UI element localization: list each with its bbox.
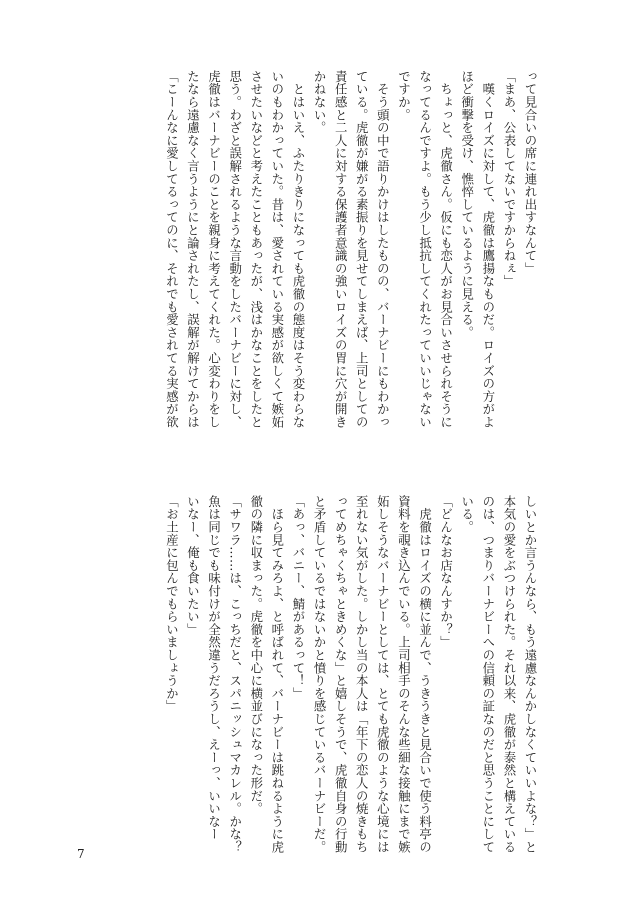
text-line: 思う。わざと誤解されるような言動をしたバーナビーに対し、 bbox=[227, 70, 243, 429]
upper-text-block bbox=[161, 70, 541, 429]
text-line: 本気の愛をぶつけられた。それ以来、虎徹が泰然と構えている bbox=[501, 495, 517, 854]
text-line: 魚は同じでも味付けが全然違うだろうし、えーっ、いいなー bbox=[206, 495, 222, 841]
text-line: 至れない気がした。しかし当の本人は「年下の恋人の焼きもち bbox=[354, 495, 370, 854]
text-line: 徹の隣に収まった。虎徹を中心に横並びになった形だ。 bbox=[248, 495, 264, 815]
text-line: いる。 bbox=[459, 495, 475, 534]
text-line: とはいえ、ふたりきりになっても虎徹の態度はそう変わらな bbox=[290, 70, 306, 429]
text-line: って見合いの席に連れ出すなんて」 bbox=[523, 70, 538, 275]
text-line: そう頭の中で語りかけはしたものの、バーナビーにもわかっ bbox=[375, 70, 391, 429]
text-line: いのもわかっていた。昔は、愛されている実感が欲しくて嫉妬 bbox=[269, 70, 285, 429]
lower-text-block bbox=[161, 495, 541, 854]
text-line: のは、つまりバーナビーへの信頼の証なのだと思うことにして bbox=[480, 495, 496, 854]
text-line: 虎徹はロイズの横に並んで、うきうきと見合いで使う料亭の bbox=[417, 495, 433, 854]
text-line: ってめちゃくちゃときめくな」と嬉しそうで、虎徹自身の行動 bbox=[333, 495, 349, 854]
text-line: 「こーんなに愛してるってのに、それでも愛されてる実感が欲 bbox=[164, 70, 180, 429]
text-line: いなー、俺も食いたい」 bbox=[185, 495, 201, 636]
text-line: ほら見てみろよ、と呼ばれて、バーナビーは跳ねるように虎 bbox=[269, 495, 285, 854]
text-line: 責任感と二人に対する保護者意識の強いロイズの胃に穴が開き bbox=[333, 70, 349, 429]
text-line: 虎徹はバーナビーのことを親身に考えてくれた。心変わりをし bbox=[206, 70, 222, 429]
text-line: ちょっと、虎徹さん。仮にも恋人がお見合いさせられそうに bbox=[438, 70, 454, 429]
text-line: 「まあ、公表してないですからねぇ」 bbox=[501, 70, 517, 288]
text-line: 「サワラ……は、こっちだと、スパニッシュマカレル。かな？ bbox=[227, 495, 243, 854]
text-line: 「あっ、バニー、鯖があるって！」 bbox=[290, 495, 306, 700]
text-line: ですか。 bbox=[396, 70, 412, 122]
text-line: 資料を覗き込んでいる。上司相手のそんな些細な接触にまで嫉 bbox=[396, 495, 412, 854]
text-line: ている。虎徹が嫌がる素振りを見せてしまえば、上司としての bbox=[354, 70, 370, 429]
text-line: しいとか言うんなら、もう遠慮なんかしなくていいよな？」と bbox=[523, 495, 538, 854]
text-line: 「どんなお店なんすか？」 bbox=[438, 495, 454, 649]
page-number: 7 bbox=[77, 847, 85, 861]
text-line: たなら遠慮なく言うようにと論されたし、誤解が解けてからは bbox=[185, 70, 201, 429]
text-line: 妬しそうなバーナビーとしては、とても虎徹のような心境には bbox=[375, 495, 391, 854]
text-line: かねない。 bbox=[312, 70, 328, 134]
text-line: 「お土産に包んでもらいましょうか」 bbox=[164, 495, 180, 713]
text-line: 嘆くロイズに対して、虎徹は鷹揚なものだ。ロイズの方がよ bbox=[480, 70, 496, 429]
text-line: させたいなどと考えたこともあったが、浅はかなことをしたと bbox=[248, 70, 264, 429]
text-line: と矛盾しているではないかと憤りを感じているバーナビーだ。 bbox=[312, 495, 328, 854]
text-line: ほど衝撃を受け、憔悴しているように見える。 bbox=[459, 70, 475, 339]
text-line: なってるんですよ。もう少し抵抗してくれたっていいじゃない bbox=[417, 70, 433, 429]
